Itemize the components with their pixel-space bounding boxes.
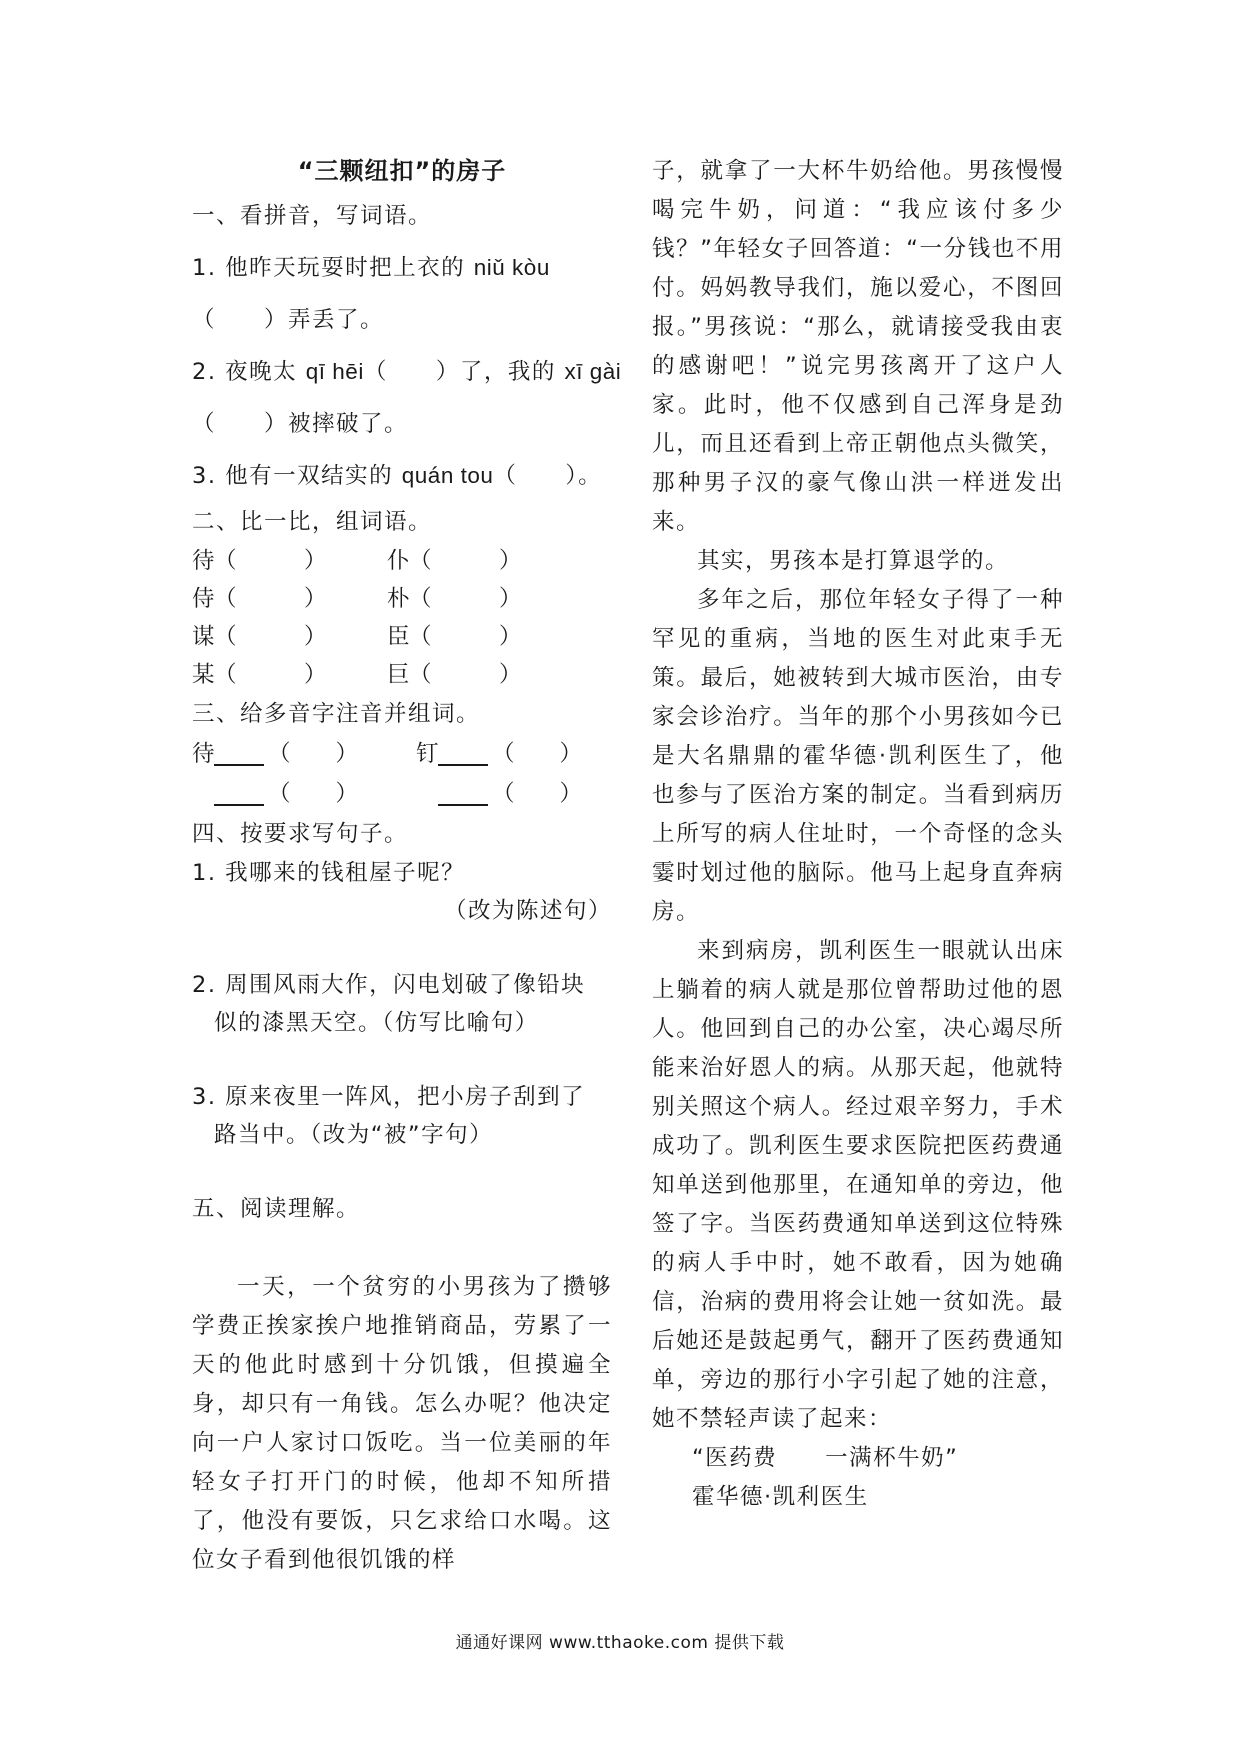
s1-q2-line1 — [192, 346, 622, 398]
s4-q1-requirement: （改为陈述句） — [443, 898, 612, 924]
page-title: “三颗纽扣”的房子 — [297, 157, 507, 185]
s1-q1-pinyin: niǔ kòu — [473, 255, 550, 280]
s4-q3-line2: 路当中。（改为“被”字句） — [214, 1122, 494, 1148]
compare-blank: （ ） — [409, 586, 522, 612]
answer-blank — [214, 740, 264, 766]
compare-char: 巨 — [387, 662, 410, 688]
compare-blank: （ ） — [409, 624, 522, 650]
compare-char: 仆 — [387, 548, 410, 574]
answer-space — [192, 930, 612, 966]
polyphone-paren: （ ） — [268, 741, 359, 767]
compare-blank: （ ） — [409, 548, 522, 574]
compare-blank: （ ） — [214, 662, 327, 688]
s1-q3-text2: （ ）。 — [493, 463, 603, 489]
polyphone-char: 钉 — [416, 741, 439, 767]
left-column — [192, 152, 622, 1580]
answer-blank — [438, 740, 488, 766]
s4-q3-line1: 3. 原来夜里一阵风，把小房子刮到了 — [192, 1084, 586, 1110]
compare-row — [192, 580, 612, 618]
s4-q1: 1. 我哪来的钱租屋子呢？ — [192, 860, 466, 886]
section2-heading: 二、比一比，组词语。 — [192, 509, 433, 535]
section1-heading: 一、看拼音，写词语。 — [192, 203, 433, 229]
compare-blank: （ ） — [409, 662, 522, 688]
compare-blank: （ ） — [214, 624, 327, 650]
compare-char: 朴 — [387, 586, 410, 612]
answer-space — [192, 1042, 612, 1078]
reading-paragraph: 其实，男孩本是打算退学的。 — [697, 548, 1010, 574]
s1-q2-line2: （ ）被摔破了。 — [192, 411, 409, 437]
compare-char: 某 — [192, 662, 215, 688]
s1-q1-text: 1. 他昨天玩耍时把上衣的 — [192, 255, 474, 281]
answer-blank — [214, 780, 264, 806]
compare-row — [192, 656, 612, 694]
compare-row — [192, 542, 612, 580]
s1-q1-line1 — [192, 242, 612, 294]
s1-q3-text: 3. 他有一双结实的 — [192, 463, 402, 489]
s1-q3-pinyin: quán tou — [401, 463, 494, 488]
receipt-quote: “医药费 一满杯牛奶” — [692, 1445, 959, 1471]
answer-blank — [438, 780, 488, 806]
compare-char: 臣 — [387, 624, 410, 650]
section3-heading: 三、给多音字注音并组词。 — [192, 701, 481, 727]
footer-credit: 通通好课网 www.tthaoke.com 提供下载 — [455, 1633, 785, 1653]
s1-q2-pinyin1: qī hēi — [305, 359, 364, 384]
compare-blank: （ ） — [214, 548, 327, 574]
reading-paragraph: 子，就拿了一大杯牛奶给他。男孩慢慢喝完牛奶，问道：“我应该付多少钱？”年轻女子回答道：“一分钱也不用付。妈妈教导我们，施以爱心，不图回报。”男孩说：“那么，就请接受我由衷的感谢吧！”说完男孩离开了这户人家。此时，他不仅感到自己浑身是劲儿，而且还看到上帝正朝他点头微笑，那种男子汉的豪气像山洪一样迸发出来。 — [652, 158, 1064, 535]
receipt-signature: 霍华德·凯利医生 — [692, 1484, 869, 1510]
compare-char: 待 — [192, 548, 215, 574]
compare-char: 侍 — [192, 586, 215, 612]
polyphone-char: 待 — [192, 741, 215, 767]
s1-q2-pinyin2: xī gài — [564, 359, 622, 384]
s1-q3-line — [192, 450, 612, 502]
reading-paragraph: 一天，一个贫穷的小男孩为了攒够学费正挨家挨户地推销商品，劳累了一天的他此时感到十分饥饿，但摸遍全身，却只有一角钱。怎么办呢？他决定向一户人家讨口饭吃。当一位美丽的年轻女子打开门的时候，他却不知所措了，他没有要饭，只乞求给口水喝。这位女子看到他很饥饿的样 — [192, 1274, 612, 1573]
answer-space — [192, 1154, 612, 1190]
s1-q2-text2: （ ）了，我的 — [363, 359, 565, 385]
compare-blank: （ ） — [214, 586, 327, 612]
s1-q2-text: 2. 夜晚太 — [192, 359, 306, 385]
reading-paragraph: 来到病房，凯利医生一眼就认出床上躺着的病人就是那位曾帮助过他的恩人。他回到自己的办公室，决心竭尽所能来治好恩人的病。从那天起，他就特别关照这个病人。经过艰辛努力，手术成功了。凯利医生要求医院把医药费通知单送到他那里，在通知单的旁边，他签了字。当医药费通知单送到这位特殊的病人手中时，她不敢看，因为她确信，治病的费用将会让她一贫如洗。最后她还是鼓起勇气，翻开了医药费通知单，旁边的那行小字引起了她的注意，她不禁轻声读了起来： — [652, 938, 1064, 1432]
polyphone-row-2 — [192, 774, 612, 814]
polyphone-row-1 — [192, 734, 612, 774]
compare-row — [192, 618, 612, 656]
s4-q2-line2: 似的漆黑天空。（仿写比喻句） — [214, 1010, 539, 1036]
section5-heading: 五、阅读理解。 — [192, 1196, 361, 1222]
compare-char: 谋 — [192, 624, 215, 650]
s1-q1-line2: （ ）弄丢了。 — [192, 307, 385, 333]
section4-heading: 四、按要求写句子。 — [192, 821, 409, 847]
right-column — [652, 152, 1064, 1517]
polyphone-paren: （ ） — [492, 781, 583, 807]
polyphone-paren: （ ） — [268, 781, 359, 807]
reading-paragraph: 多年之后，那位年轻女子得了一种罕见的重病，当地的医生对此束手无策。最后，她被转到大城市医治，由专家会诊治疗。当年的那个小男孩如今已是大名鼎鼎的霍华德·凯利医生了，他也参与了医治方案的制定。当看到病历上所写的病人住址时，一个奇怪的念头霎时划过他的脑际。他马上起身直奔病房。 — [652, 587, 1064, 925]
spacer — [192, 1228, 612, 1268]
s4-q2-line1: 2. 周围风雨大作，闪电划破了像铅块 — [192, 972, 586, 998]
polyphone-paren: （ ） — [492, 741, 583, 767]
